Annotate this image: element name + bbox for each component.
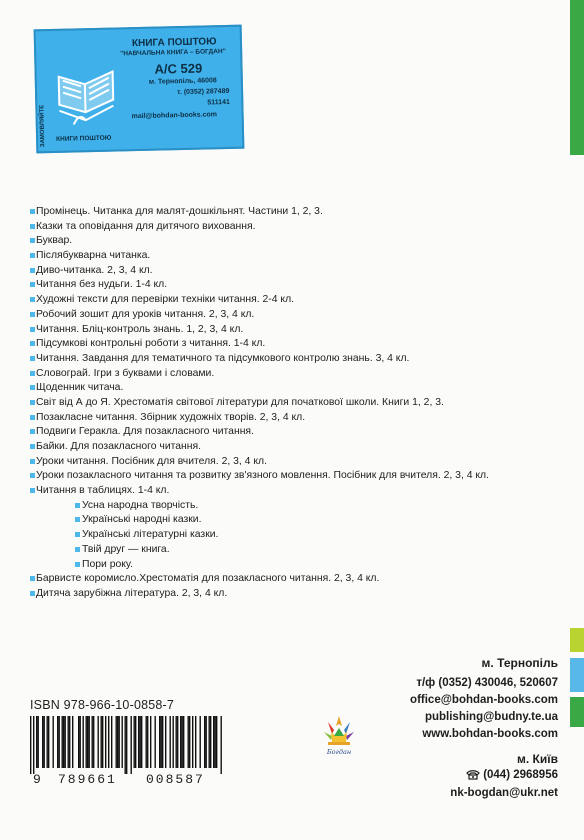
barcode-bar: [125, 716, 126, 774]
barcode-bar: [189, 716, 190, 768]
catalog-item: [30, 484, 550, 499]
bullet-square-icon: [30, 576, 35, 581]
catalog-item-label: Читання без нудьги. 1-4 кл.: [36, 279, 168, 291]
catalog-item: [30, 558, 550, 573]
ternopil-website[interactable]: www.bohdan-books.com: [422, 728, 558, 740]
catalog-item: [30, 469, 550, 484]
stamp-email: mail@bohdan-books.com: [131, 111, 218, 121]
barcode-bar: [165, 716, 166, 768]
catalog-item: [30, 278, 550, 293]
edge-color-bar-lime: [570, 628, 584, 652]
catalog-item-label: Диво-читанка. 2, 3, 4 кл.: [36, 264, 153, 276]
barcode-bar: [138, 716, 139, 768]
catalog-item: [30, 587, 550, 602]
kyiv-email[interactable]: nk-bogdan@ukr.net: [450, 787, 558, 799]
catalog-item-label: Дитяча зарубіжна література. 2, 3, 4 кл.: [36, 587, 228, 599]
catalog-item-label: Пори року.: [82, 558, 133, 570]
barcode-bar: [188, 716, 189, 768]
barcode-bar: [135, 716, 136, 768]
barcode-bar: [204, 716, 205, 768]
barcode-bar: [89, 716, 90, 768]
catalog-item-label: Позакласне читання. Збірник художніх творів. 2, 3, 4 кл.: [36, 411, 306, 423]
catalog-item-label: Художні тексти для перевірки техніки читання. 2-4 кл.: [36, 294, 295, 306]
barcode-bar: [93, 716, 94, 768]
catalog-item: [30, 249, 550, 264]
catalog-item-label: Світ від А до Я. Хрестоматія світової літератури для початкової школи. Книги 1, 2, 3.: [36, 396, 444, 408]
edge-color-bar-green: [570, 0, 584, 155]
catalog-item: [30, 352, 550, 367]
barcode-right-digits: 008587: [146, 772, 205, 787]
barcode-bar: [47, 716, 48, 768]
stamp-phone2: 511141: [207, 98, 231, 107]
ternopil-phone: т/ф (0352) 430046, 520607: [416, 677, 558, 689]
telephone-icon: [466, 770, 480, 780]
bullet-square-icon: [30, 488, 35, 493]
barcode-bar: [131, 716, 132, 774]
bullet-square-icon: [30, 400, 35, 405]
barcode-bar: [80, 716, 81, 768]
stamp-title: КНИГА ПОШТОЮ: [131, 36, 217, 50]
catalog-item: [30, 411, 550, 426]
stamp-side-text: ЗАМОВЛЯЙТЕ: [39, 104, 47, 148]
barcode-bar: [30, 716, 31, 774]
bullet-square-icon: [75, 517, 80, 522]
catalog-item: [30, 499, 550, 514]
catalog-item: [30, 293, 550, 308]
isbn-text: ISBN 978-966-10-0858-7: [30, 698, 175, 712]
barcode-bar: [33, 716, 34, 774]
edge-color-bar-blue: [570, 658, 584, 692]
barcode-bar: [117, 716, 118, 768]
bullet-square-icon: [30, 444, 35, 449]
catalog-item-label: Післябукварна читанка.: [36, 250, 151, 262]
barcode-left-digits: 789661: [58, 772, 117, 787]
catalog-item: [30, 381, 550, 396]
catalog-item: [30, 543, 550, 558]
barcode-bar: [116, 716, 117, 768]
stamp-subtitle: "НАВЧАЛЬНА КНИГА – БОГДАН": [120, 48, 226, 58]
catalog-item-label: Буквар.: [36, 235, 73, 247]
barcode-bar: [53, 716, 54, 768]
barcode-bar: [162, 716, 163, 768]
catalog-item: [30, 220, 550, 235]
bullet-square-icon: [30, 385, 35, 390]
bullet-square-icon: [30, 371, 35, 376]
catalog-item-label: Словограй. Ігри з буквами і словами.: [36, 367, 215, 379]
bullet-square-icon: [30, 238, 35, 243]
barcode-bar: [206, 716, 207, 768]
catalog-item-label: Українські літературні казки.: [82, 529, 219, 541]
barcode-bar: [105, 716, 106, 768]
catalog-item-label: Барвисте коромисло.Хрестоматія для позакласного читання. 2, 3, 4 кл.: [36, 573, 380, 585]
ternopil-city: м. Тернопіль: [481, 656, 558, 670]
bullet-square-icon: [30, 282, 35, 287]
barcode-first-digit: 9: [33, 772, 41, 787]
barcode-bar: [62, 716, 63, 768]
kyiv-phone-row: [466, 769, 558, 781]
barcode-bar: [87, 716, 88, 768]
publisher-logo: [322, 712, 356, 758]
barcode-bar: [182, 716, 183, 768]
barcode-bar: [59, 716, 60, 768]
catalog-item: [30, 440, 550, 455]
mail-order-stamp: [34, 25, 245, 154]
barcode-bar: [210, 716, 211, 768]
barcode-bar: [155, 716, 156, 768]
catalog-item-label: Читання. Завдання для тематичного та підсумкового контролю знань. 3, 4 кл.: [36, 352, 410, 364]
barcode: [28, 716, 224, 776]
barcode-bar: [101, 716, 102, 768]
catalog-item: [30, 455, 550, 470]
bullet-square-icon: [30, 415, 35, 420]
catalog-item-label: Читання. Бліц-контроль знань. 1, 2, 3, 4 кл.: [36, 323, 244, 335]
catalog-item-label: Підсумкові контрольні роботи з читання. 1-4 кл.: [36, 338, 266, 350]
catalog-item-label: Українські народні казки.: [82, 514, 202, 526]
bullet-square-icon: [30, 312, 35, 317]
catalog-item-label: Читання в таблицях. 1-4 кл.: [36, 485, 170, 497]
barcode-bar: [140, 716, 141, 768]
barcode-bar: [209, 716, 210, 768]
barcode-bar: [36, 716, 37, 768]
barcode-bar: [48, 716, 49, 768]
bullet-square-icon: [75, 532, 80, 537]
bullet-square-icon: [30, 356, 35, 361]
bullet-square-icon: [30, 459, 35, 464]
barcode-bar: [200, 716, 201, 768]
barcode-bar: [57, 716, 58, 768]
barcode-bar: [173, 716, 174, 768]
barcode-bar: [213, 716, 214, 768]
barcode-bar: [119, 716, 120, 768]
stamp-city: м. Тернопіль, 46008: [148, 77, 217, 86]
bullet-square-icon: [30, 429, 35, 434]
kyiv-phone: (044) 2968956: [483, 769, 558, 781]
barcode-bar: [159, 716, 160, 768]
catalog-item: [30, 308, 550, 323]
barcode-bar: [221, 716, 222, 774]
barcode-bar: [150, 716, 151, 768]
barcode-bar: [63, 716, 64, 768]
catalog-item: [30, 528, 550, 543]
barcode-bar: [180, 716, 181, 768]
catalog-item: [30, 513, 550, 528]
catalog-item-label: Уроки позакласного читання та розвитку зв'язного мовлення. Посібник для вчителя. 2, 3, 4 кл.: [36, 470, 490, 482]
barcode-bar: [65, 716, 66, 768]
bullet-square-icon: [30, 297, 35, 302]
ternopil-email-publishing[interactable]: publishing@budny.te.ua: [424, 711, 558, 723]
book-catalog-list: [30, 205, 550, 602]
barcode-bar: [108, 716, 109, 768]
barcode-bar: [195, 716, 196, 768]
catalog-item: [30, 572, 550, 587]
catalog-item: [30, 367, 550, 382]
bullet-square-icon: [30, 268, 35, 273]
barcode-bar: [42, 716, 43, 768]
barcode-bar: [72, 716, 73, 768]
barcode-bar: [170, 716, 171, 768]
barcode-bar: [147, 716, 148, 768]
catalog-item-label: Робочий зошит для уроків читання. 2, 3, 4 кл.: [36, 308, 255, 320]
barcode-bar: [126, 716, 127, 774]
bullet-square-icon: [30, 327, 35, 332]
barcode-bar: [83, 716, 84, 768]
barcode-bar: [44, 716, 45, 768]
catalog-item: [30, 264, 550, 279]
barcode-bar: [111, 716, 112, 768]
catalog-item-label: Щоденник читача.: [36, 382, 124, 394]
kyiv-city: м. Київ: [517, 752, 558, 766]
barcode-bar: [78, 716, 79, 768]
catalog-item: [30, 205, 550, 220]
bullet-square-icon: [30, 224, 35, 229]
catalog-item-label: Байки. Для позакласного читання.: [36, 441, 202, 452]
catalog-item: [30, 425, 550, 440]
catalog-item: [30, 323, 550, 338]
stamp-footer: КНИГИ ПОШТОЮ: [56, 134, 112, 143]
catalog-item: [30, 234, 550, 249]
logo-text: Богдан: [326, 748, 352, 756]
barcode-bar: [216, 716, 217, 768]
catalog-item-label: Твій друг — книга.: [82, 543, 170, 555]
barcode-bar: [146, 716, 147, 768]
catalog-item-label: Усна народна творчість.: [82, 499, 199, 511]
barcode-bar: [161, 716, 162, 768]
barcode-bar: [98, 716, 99, 768]
bullet-square-icon: [30, 341, 35, 346]
stamp-po-box: А/С 529: [154, 60, 203, 77]
catalog-item: [30, 396, 550, 411]
edge-color-bar-green-2: [570, 697, 584, 727]
barcode-bar: [176, 716, 177, 768]
catalog-item: [30, 337, 550, 352]
barcode-bar: [192, 716, 193, 768]
barcode-bar: [134, 716, 135, 768]
bullet-square-icon: [30, 473, 35, 478]
barcode-bar: [141, 716, 142, 768]
barcode-bar: [122, 716, 123, 768]
barcode-bar: [86, 716, 87, 768]
bullet-square-icon: [75, 547, 80, 552]
catalog-item-label: Промінець. Читанка для малят-дошкільнят. Частини 1, 2, 3.: [36, 206, 323, 217]
barcode-bar: [69, 716, 70, 768]
bullet-square-icon: [75, 503, 80, 508]
barcode-bar: [102, 716, 103, 768]
catalog-item-label: Казки та оповідання для дитячого виховання.: [36, 220, 256, 232]
barcode-bar: [177, 716, 178, 768]
bullet-square-icon: [75, 562, 80, 567]
barcode-bar: [92, 716, 93, 768]
barcode-bar: [183, 716, 184, 768]
barcode-bar: [215, 716, 216, 768]
bullet-square-icon: [30, 209, 35, 214]
catalog-item-label: Уроки читання. Посібник для вчителя. 2, 3, 4 кл.: [36, 455, 267, 467]
stamp-phone1: т. (0352) 287489: [177, 87, 230, 97]
bullet-square-icon: [30, 591, 35, 596]
barcode-bar: [68, 716, 69, 768]
catalog-item-label: Подвиги Геракла. Для позакласного читання.: [36, 426, 254, 438]
ternopil-email-office[interactable]: office@bohdan-books.com: [410, 694, 558, 706]
bullet-square-icon: [30, 253, 35, 258]
barcode-bar: [38, 716, 39, 768]
open-book-icon: [54, 64, 117, 131]
